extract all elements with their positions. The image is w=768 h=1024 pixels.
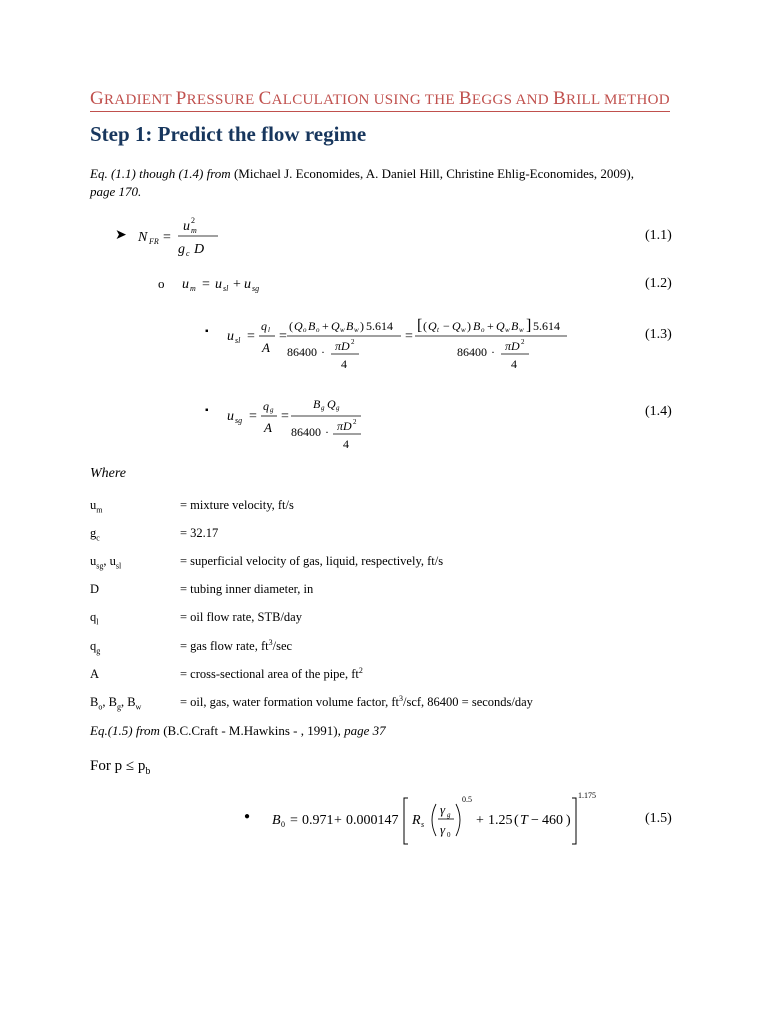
svg-text:·: · — [325, 425, 329, 439]
svg-text:g: g — [178, 242, 185, 257]
svg-text:−: − — [443, 319, 450, 333]
svg-text:A: A — [264, 420, 272, 435]
square-bullet-icon: ▪ — [205, 326, 209, 337]
svg-text:4: 4 — [343, 437, 349, 451]
definition-row: $g_c = 32.17$ — [90, 526, 219, 543]
svg-text:FR: FR — [149, 237, 159, 246]
dot-bullet-icon: ● — [244, 811, 251, 822]
definition-row: $B_o$, $B_g$, $B_w$ = oil, gas, water formation volume factor, $ft^3$/scf, 86400 = seconds/day — [90, 694, 533, 712]
svg-text:γ: γ — [440, 802, 446, 817]
svg-text:w: w — [505, 326, 510, 334]
svg-text:B: B — [272, 813, 281, 828]
svg-text:=: = — [405, 329, 413, 344]
definition-row: D = tubing inner diameter, in — [90, 582, 314, 596]
definition-row: $q_l$ = oil flow rate, STB/day — [90, 610, 302, 627]
svg-text:0.5: 0.5 — [462, 795, 472, 804]
equation-number: (1.4) — [645, 404, 672, 419]
svg-text:T: T — [520, 813, 528, 828]
where-label: Where — [90, 466, 127, 481]
svg-text:q: q — [261, 319, 267, 333]
definition-row: A = cross-sectional area of the pipe, $ft^2$ — [90, 666, 363, 682]
definition-row: $u_m$ = mixture velocity, ft/s — [90, 498, 294, 515]
svg-text:w: w — [461, 326, 466, 334]
svg-text:=: = — [281, 409, 289, 424]
equation-number: (1.3) — [645, 327, 672, 342]
svg-text:1.25: 1.25 — [488, 813, 513, 828]
svg-text:w: w — [354, 326, 359, 334]
svg-text:86400: 86400 — [457, 345, 487, 359]
svg-text:(: ( — [423, 319, 427, 333]
svg-text:Q: Q — [331, 319, 340, 333]
svg-text:=: = — [163, 230, 171, 245]
svg-text:(: ( — [289, 319, 293, 333]
svg-text:0.971: 0.971 — [302, 813, 334, 828]
svg-text:(: ( — [514, 813, 519, 828]
svg-text:sg: sg — [252, 284, 260, 293]
svg-text:m: m — [190, 284, 196, 293]
svg-text:πD: πD — [505, 339, 520, 353]
svg-text:q: q — [263, 399, 269, 413]
svg-text:−: − — [531, 813, 539, 828]
arrow-bullet-icon: ➤ — [115, 228, 127, 243]
svg-text:u: u — [227, 329, 234, 344]
svg-text:u: u — [244, 277, 251, 292]
equation-number: (1.5) — [645, 811, 672, 826]
equation-1-3 — [225, 310, 585, 376]
svg-text:0: 0 — [447, 831, 451, 839]
definition-row: $u_{sg}$, $u_{sl}$ = superficial velocity of gas, liquid, respectively, ft/s — [90, 554, 444, 571]
section-heading: GRADIENT PRESSURE CALCULATION USING THE BEGGS AND BRILL METHOD — [90, 88, 670, 112]
svg-text:86400: 86400 — [287, 345, 317, 359]
svg-text:Q: Q — [294, 319, 303, 333]
svg-text:πD: πD — [335, 339, 350, 353]
citation-page-1: page 170. — [90, 184, 142, 199]
citation-line-1: Eq. (1.1) though (1.4) from (Michael J. Economides, A. Daniel Hill, Christine Ehlig-Economides, 2009), — [90, 166, 634, 181]
svg-text:u: u — [227, 409, 234, 424]
svg-text:B: B — [308, 319, 316, 333]
svg-text:g: g — [447, 811, 451, 819]
svg-text:2: 2 — [353, 418, 357, 426]
svg-text:): ) — [467, 319, 471, 333]
svg-text:+: + — [322, 319, 329, 333]
condition-text: For $p \le p_b$ — [90, 758, 151, 777]
svg-text:·: · — [491, 345, 495, 359]
svg-text:u: u — [215, 277, 222, 292]
svg-text:o: o — [303, 326, 307, 334]
svg-text:N: N — [138, 230, 148, 245]
svg-text:B: B — [511, 319, 519, 333]
svg-text:u: u — [182, 277, 189, 292]
svg-text:l: l — [268, 326, 270, 334]
svg-text:t: t — [437, 326, 439, 334]
equation-number: (1.1) — [645, 228, 672, 243]
svg-text:w: w — [340, 326, 345, 334]
citation-line-2: Eq.(1.5) from (B.C.Craft - M.Hawkins - , 1991), page 37 — [90, 723, 386, 738]
svg-text:4: 4 — [341, 357, 347, 371]
svg-text:2: 2 — [351, 338, 355, 346]
svg-text:]: ] — [526, 317, 532, 334]
svg-text:[: [ — [417, 317, 423, 334]
svg-text:86400: 86400 — [291, 425, 321, 439]
svg-text:Q: Q — [452, 319, 461, 333]
svg-text:=: = — [279, 329, 287, 344]
svg-text:=: = — [290, 813, 298, 828]
square-bullet-icon: ▪ — [205, 405, 209, 416]
svg-text:sl: sl — [235, 336, 241, 345]
svg-text:=: = — [249, 409, 257, 424]
svg-text:γ: γ — [440, 822, 446, 837]
svg-text:w: w — [519, 326, 524, 334]
svg-text:·: · — [321, 345, 325, 359]
svg-text:=: = — [202, 277, 210, 292]
svg-text:s: s — [421, 820, 425, 829]
svg-text:Q: Q — [428, 319, 437, 333]
equation-number: (1.2) — [645, 276, 672, 291]
svg-text:m: m — [191, 226, 197, 235]
step-heading: Step 1: Predict the flow regime — [90, 122, 367, 146]
svg-text:+: + — [487, 319, 494, 333]
equation-1-4 — [225, 392, 375, 454]
svg-text:0.000147: 0.000147 — [346, 813, 399, 828]
svg-text:c: c — [186, 249, 190, 258]
svg-text:Q: Q — [327, 397, 336, 411]
svg-text:u: u — [183, 219, 190, 234]
svg-text:A: A — [262, 340, 270, 355]
svg-text:D: D — [194, 242, 205, 257]
svg-text:2: 2 — [191, 216, 195, 225]
svg-text:Q: Q — [496, 319, 505, 333]
svg-text:5.614: 5.614 — [533, 319, 560, 333]
definition-row: $q_g$ = gas flow rate, $ft^3/\sec$ — [90, 638, 293, 656]
equation-1-1 — [136, 214, 226, 260]
circle-bullet-icon: o — [158, 276, 165, 291]
svg-text:o: o — [481, 326, 485, 334]
svg-text:g: g — [270, 406, 274, 414]
svg-text:+: + — [334, 813, 342, 828]
svg-text:4: 4 — [511, 357, 517, 371]
svg-text:g: g — [321, 404, 325, 412]
svg-text:πD: πD — [337, 419, 352, 433]
svg-text:B: B — [473, 319, 481, 333]
equation-1-2 — [180, 272, 280, 296]
svg-text:o: o — [316, 326, 320, 334]
svg-text:sg: sg — [235, 416, 243, 425]
svg-text:+: + — [476, 813, 484, 828]
svg-text:2: 2 — [521, 338, 525, 346]
svg-text:B: B — [346, 319, 354, 333]
svg-text:B: B — [313, 397, 321, 411]
svg-text:): ) — [360, 319, 364, 333]
svg-text:1.175: 1.175 — [578, 791, 596, 800]
svg-text:460: 460 — [542, 813, 563, 828]
svg-text:0: 0 — [281, 820, 285, 829]
svg-text:R: R — [412, 813, 421, 828]
svg-text:=: = — [247, 329, 255, 344]
equation-1-5 — [268, 788, 618, 850]
svg-text:5.614: 5.614 — [366, 319, 393, 333]
svg-text:sl: sl — [223, 284, 229, 293]
svg-text:+: + — [233, 277, 241, 292]
svg-text:g: g — [336, 404, 340, 412]
svg-text:): ) — [566, 813, 571, 828]
